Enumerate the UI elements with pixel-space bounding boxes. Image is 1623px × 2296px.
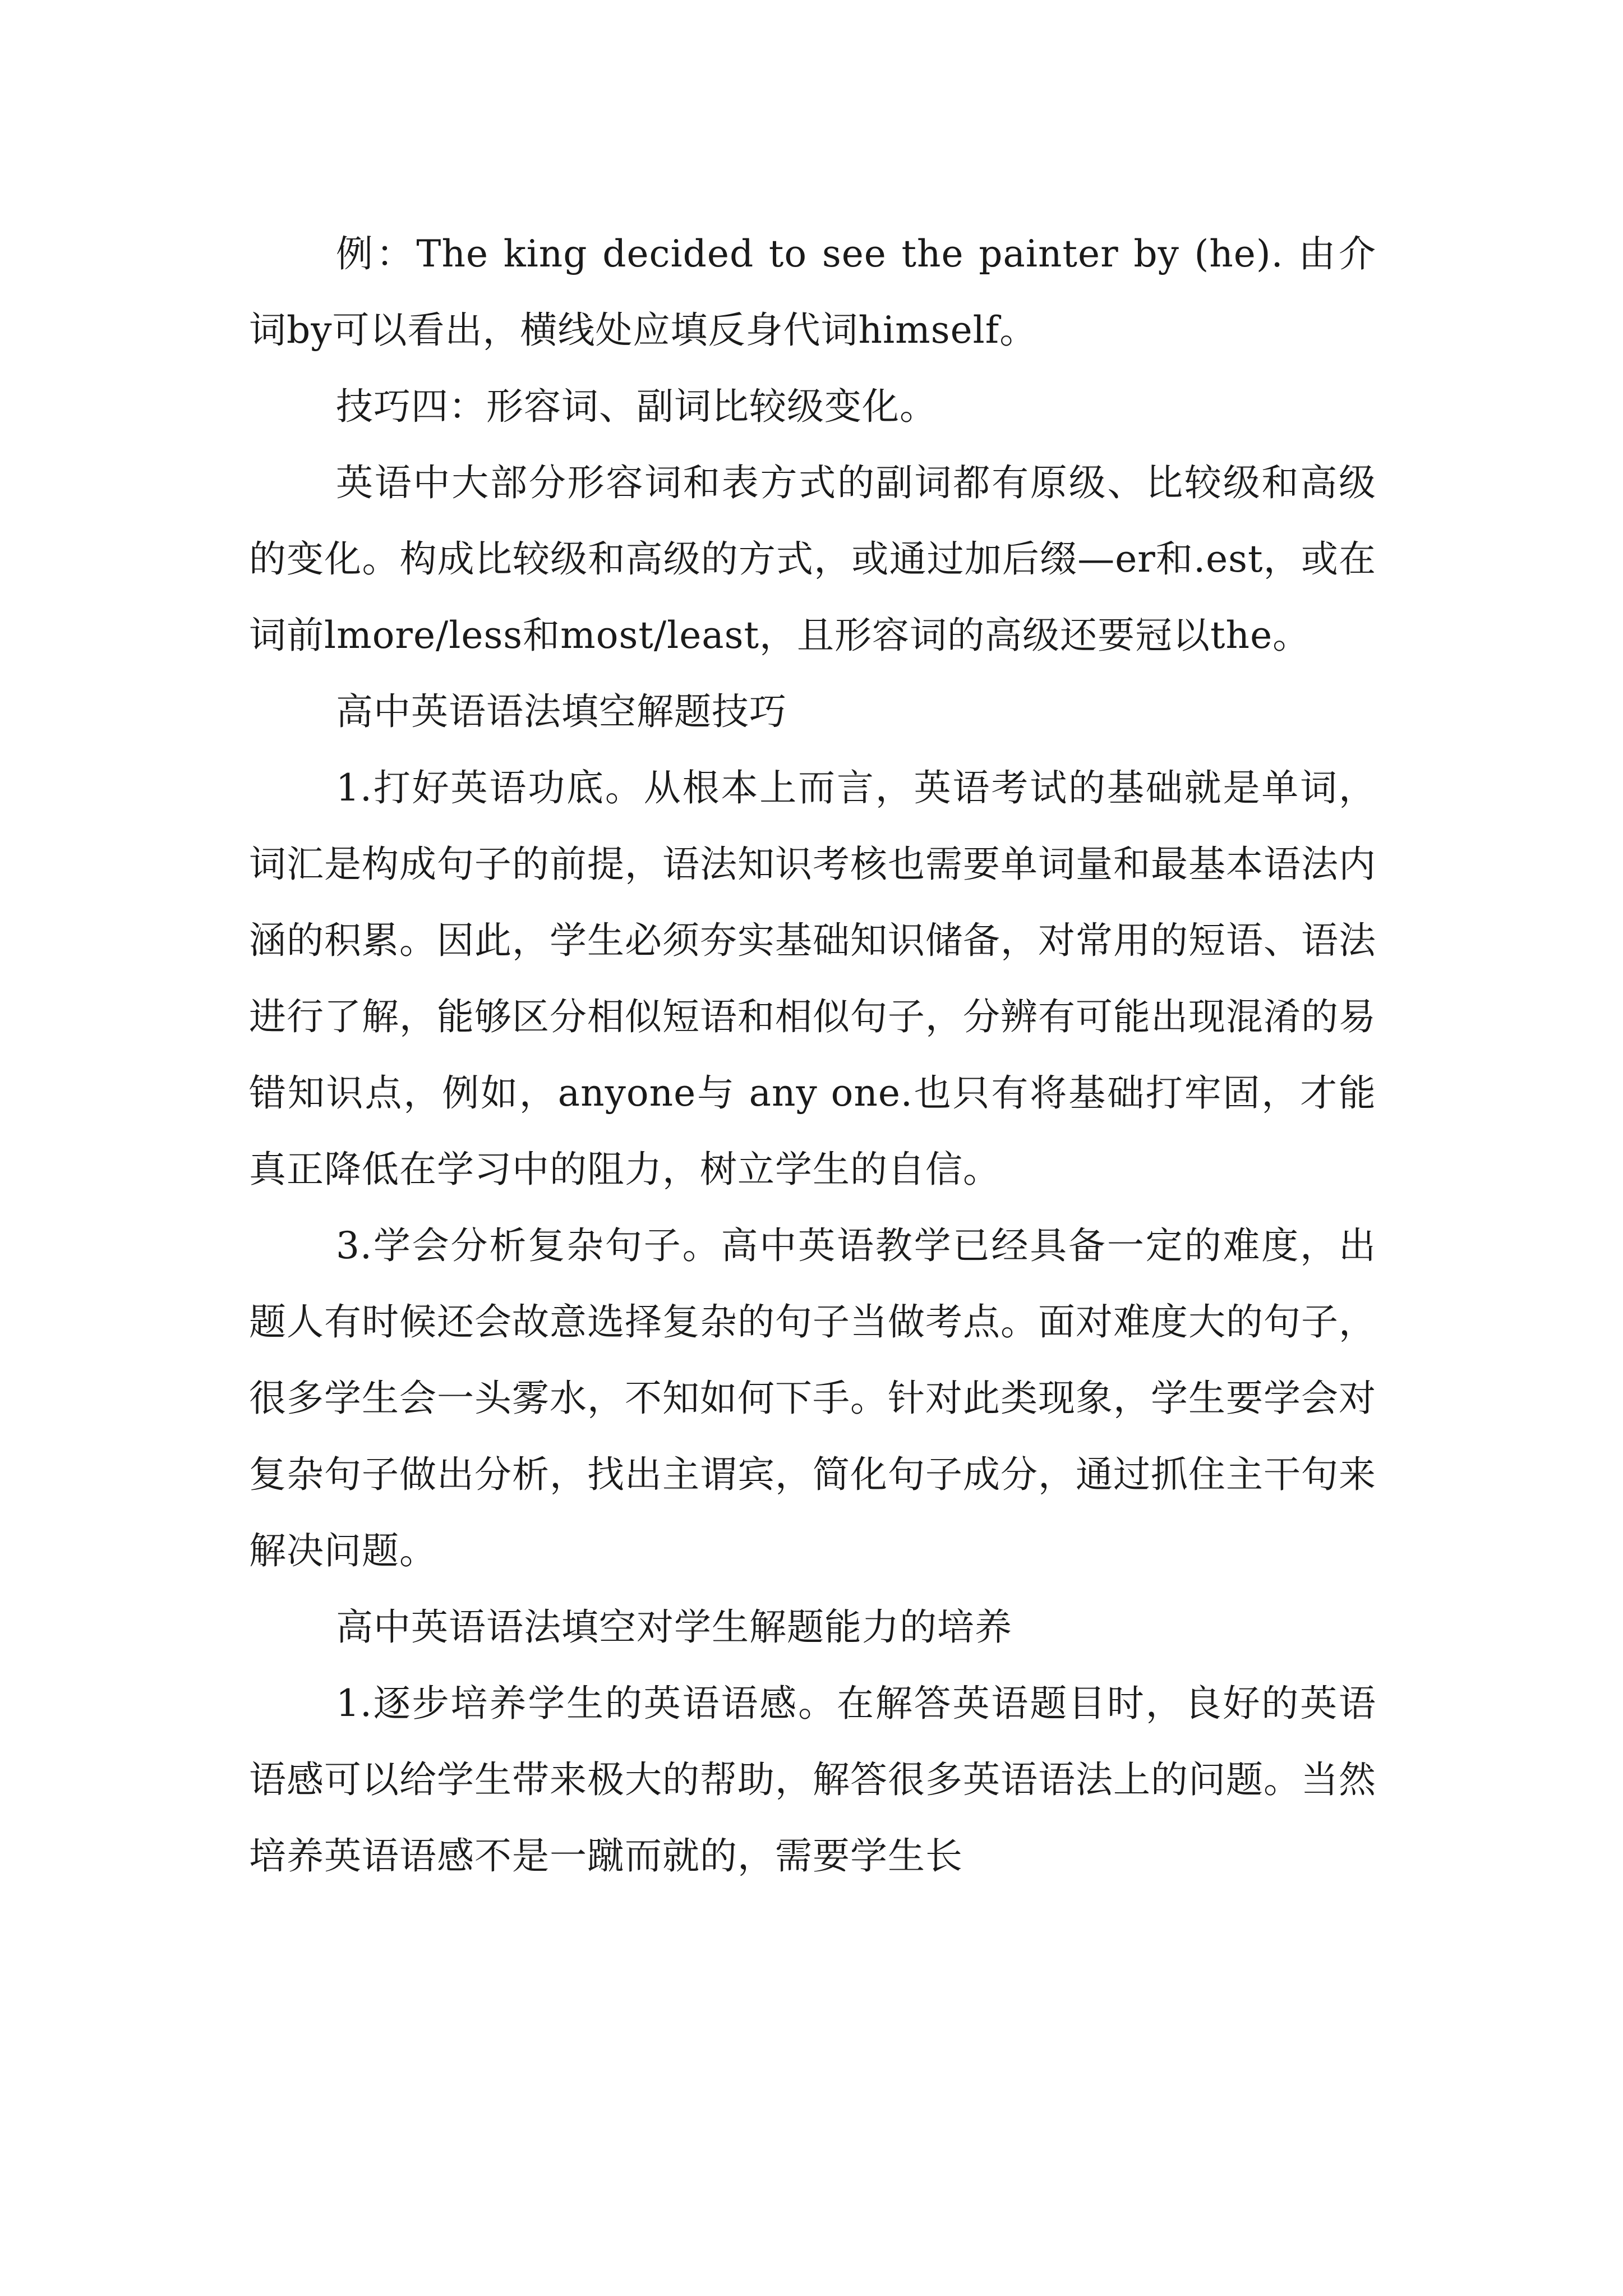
document-body	[249, 216, 1376, 1894]
paragraph-comparative-explanation: 英语中大部分形容词和表方式的副词都有原级、比较级和高级的变化。构成比较级和高级的方式，或通过加后缀—er和.est，或在词前lmore/less和most/least，且形容词的高级还要冠以the。	[249, 461, 1376, 657]
section-heading-tips: 高中英语语法填空解题技巧	[336, 690, 787, 733]
paragraph-tip-3-complex-sentences: 3.学会分析复杂句子。高中英语教学已经具备一定的难度，出题人有时候还会故意选择复杂的句子当做考点。面对难度大的句子，很多学生会一头雾水，不知如何下手。针对此类现象，学生要学会对复杂句子做出分析，找出主谓宾，简化句子成分，通过抓住主干句来解决问题。	[249, 1224, 1376, 1572]
paragraph-tip-four-heading: 技巧四：形容词、副词比较级变化。	[336, 385, 937, 428]
section-heading-ability: 高中英语语法填空对学生解题能力的培养	[336, 1605, 1012, 1649]
paragraph-tip-1-foundation: 1.打好英语功底。从根本上而言，英语考试的基础就是单词，词汇是构成句子的前提，语法知识考核也需要单词量和最基本语法内涵的积累。因此，学生必须夯实基础知识储备，对常用的短语、语法进行了解，能够区分相似短语和相似句子，分辨有可能出现混淆的易错知识点，例如，anyone与 any one.也只有将基础打牢固，才能真正降低在学习中的阻力，树立学生的自信。	[249, 766, 1376, 1191]
paragraph-ability-1-language-sense: 1.逐步培养学生的英语语感。在解答英语题目时，良好的英语语感可以给学生带来极大的帮助，解答很多英语语法上的问题。当然培养英语语感不是一蹴而就的，需要学生长	[249, 1682, 1376, 1878]
paragraph-example-sentence: 例：The king decided to see the painter by (he). 由介词by可以看出，横线处应填反身代词himself。	[249, 232, 1376, 352]
